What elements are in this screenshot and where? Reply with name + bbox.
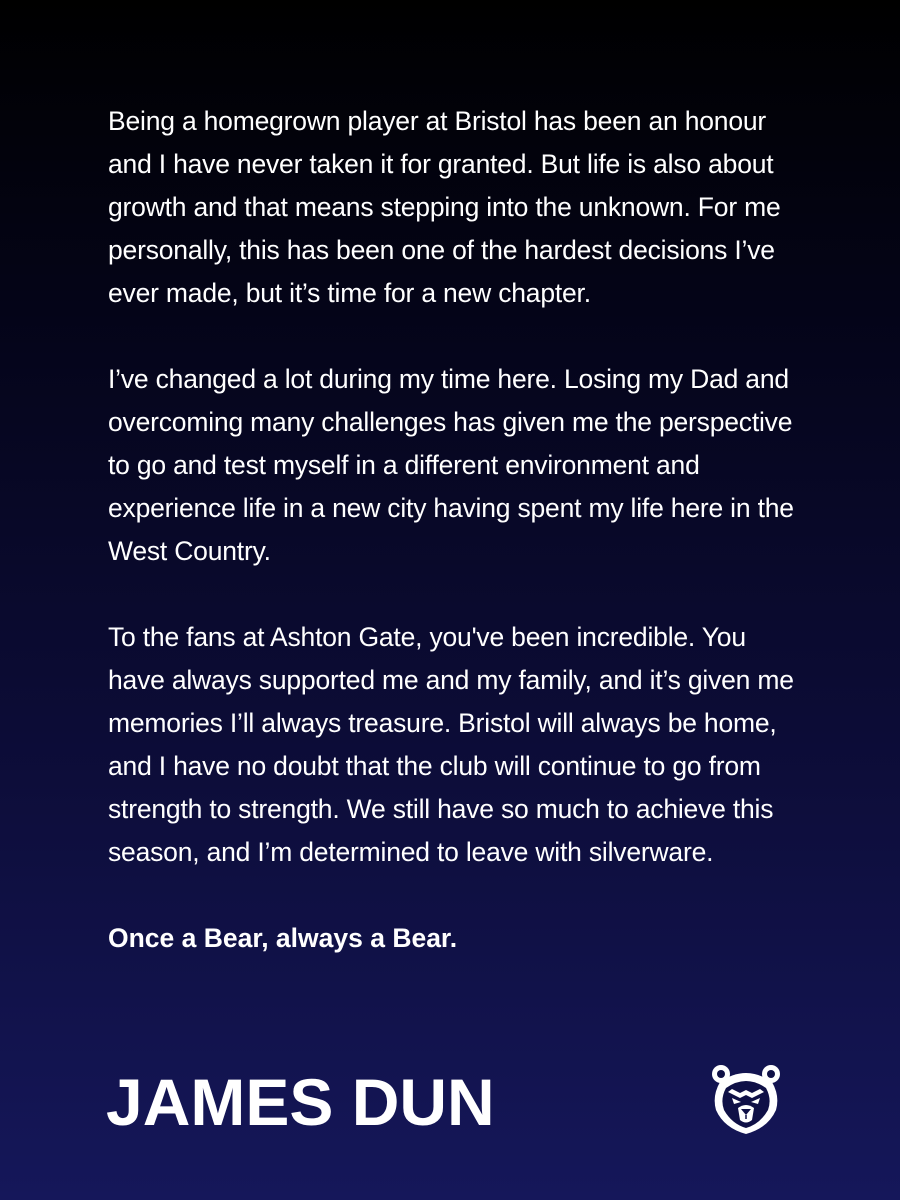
sign-off: Once a Bear, always a Bear.	[108, 923, 458, 953]
statement-paragraph-2: I’ve changed a lot during my time here. Losing my Dad and overcoming many challenges has given me the perspective to go and test myself in a different environment and experience life in a new city having spent my life here in the West Country.	[108, 364, 794, 566]
bear-logo-icon	[710, 1062, 782, 1136]
player-name: JAMES DUN	[106, 1065, 495, 1139]
statement-paragraph-3: To the fans at Ashton Gate, you've been incredible. You have always supported me and my family, and it’s given me memories I’ll always treasure. Bristol will always be home, and I have no doubt that the club will continue to go from strength to strength. We still have so much to achieve this season, and I’m determined to leave with silverware.	[108, 622, 794, 867]
statement-paragraph-1: Being a homegrown player at Bristol has been an honour and I have never taken it for granted. But life is also about growth and that means stepping into the unknown. For me personally, this has been one of the hardest decisions I’ve ever made, but it’s time for a new chapter.	[108, 106, 781, 308]
statement-text	[108, 100, 808, 960]
